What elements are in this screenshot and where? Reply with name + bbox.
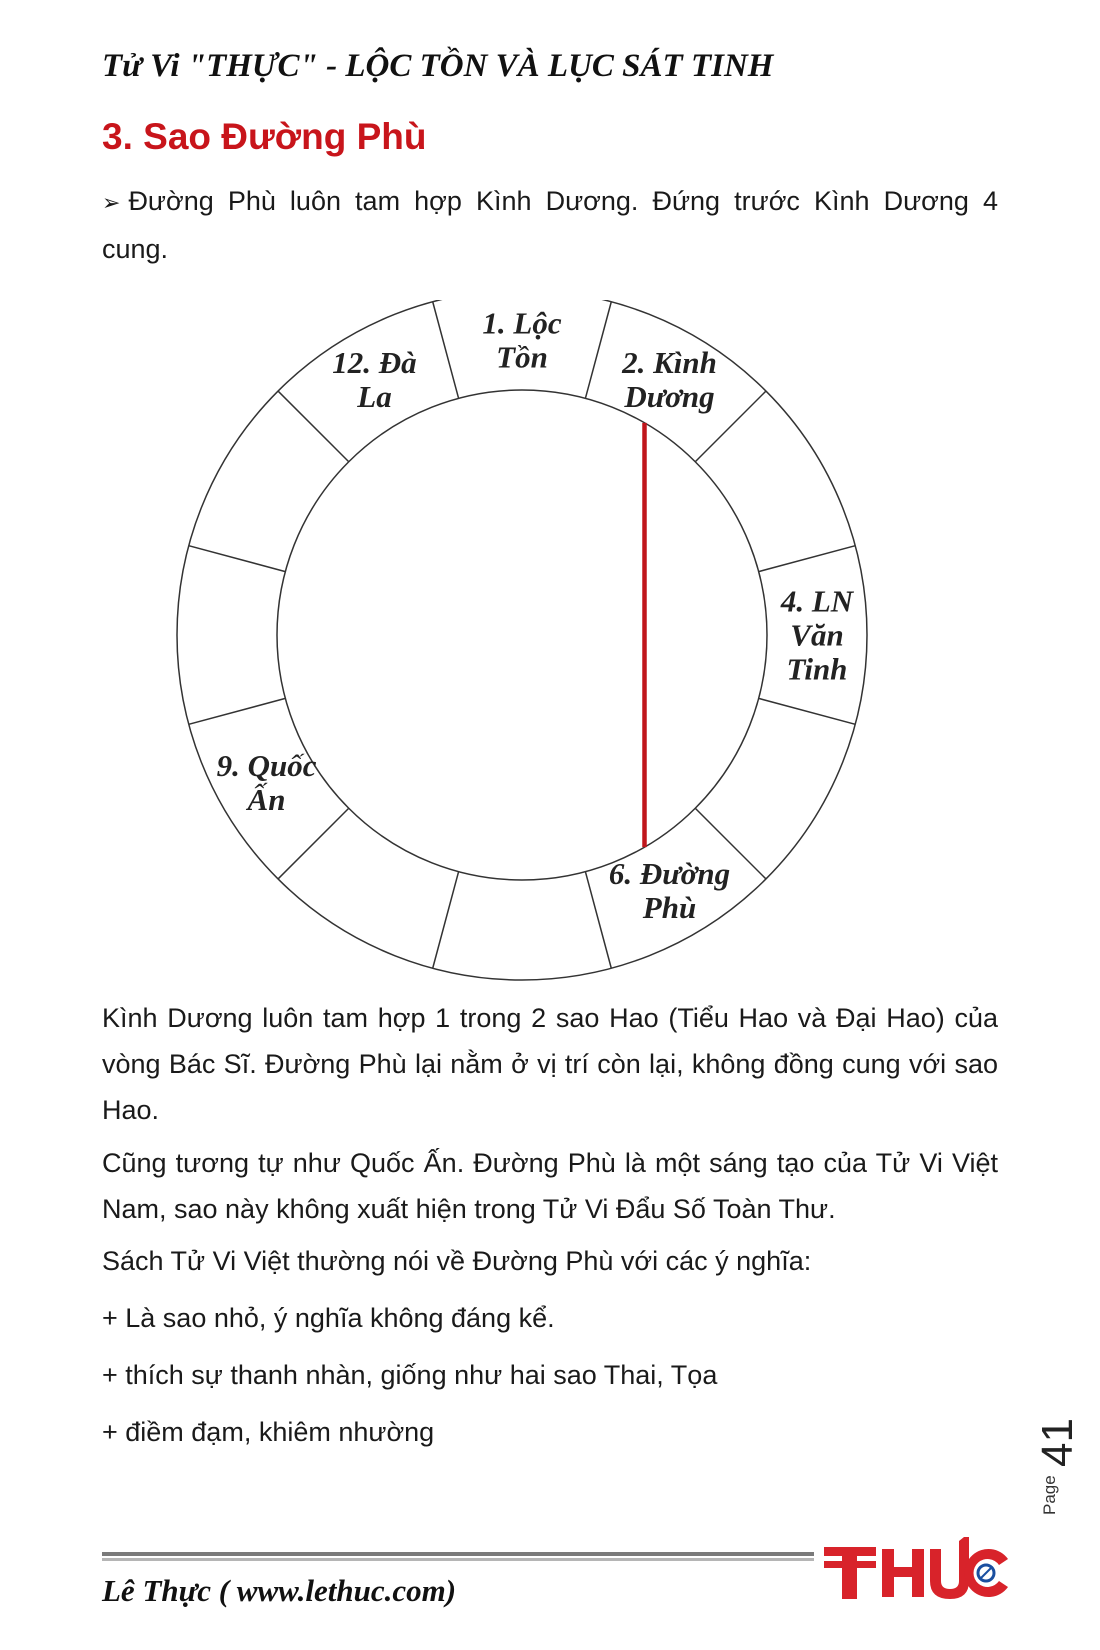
sector-label-12: 12. Đà: [332, 345, 417, 381]
sector-divider: [189, 546, 286, 572]
body-paragraph-2: Cũng tương tự như Quốc Ấn. Đường Phù là một sáng tạo của Tử Vi Việt Nam, sao này không xuất hiện trong Tử Vi Đẩu Số Toàn Thư.: [102, 1148, 998, 1224]
thuc-logo-icon: [822, 1537, 1012, 1603]
sector-divider: [433, 302, 459, 399]
body-list-item-3: + điềm đạm, khiêm nhường: [102, 1417, 435, 1447]
sector-label-1: 1. Lộc: [482, 305, 562, 341]
body-paragraph-3: Sách Tử Vi Việt thường nói về Đường Phù với các ý nghĩa:: [102, 1246, 812, 1276]
sector-label-2: 2. Kình: [622, 345, 717, 381]
sector-divider: [433, 872, 459, 969]
body-list-item-2: + thích sự thanh nhàn, giống như hai sao Thai, Tọa: [102, 1360, 718, 1390]
body-list-item-1: + Là sao nhỏ, ý nghĩa không đáng kể.: [102, 1303, 555, 1333]
sector-divider: [585, 872, 611, 969]
sector-label-6: Phù: [642, 889, 697, 925]
sector-label-9: 9. Quốc: [216, 748, 317, 783]
intro-paragraph: [102, 178, 998, 272]
sector-label-9: Ấn: [247, 782, 286, 817]
sector-divider: [759, 698, 856, 724]
section-title: 3. Sao Đường Phù: [102, 116, 427, 157]
sector-divider: [189, 698, 286, 724]
sector-label-1: Tồn: [496, 339, 548, 375]
page-word: Page: [1040, 1475, 1059, 1515]
inner-ring: [277, 390, 767, 880]
sector-label-6: 6. Đường: [608, 855, 731, 891]
header-title: Tử Vi "THỰC" - LỘC TỒN VÀ LỤC SÁT TINH: [102, 48, 774, 84]
outer-ring: [177, 300, 867, 980]
wheel-dividers: [189, 302, 855, 968]
body-paragraph-1: Kình Dương luôn tam hợp 1 trong 2 sao Hao (Tiểu Hao và Đại Hao) của vòng Bác Sĩ. Đường Phù lại nằm ở vị trí còn lại, không đồng cung với sao Hao.: [102, 1003, 998, 1125]
footer-rule: [102, 1552, 814, 1556]
star-position-wheel: [0, 300, 1100, 990]
sector-label-4: Văn: [790, 617, 844, 653]
intro-text: Đường Phù luôn tam hợp Kình Dương. Đứng trước Kình Dương 4 cung.: [102, 186, 998, 264]
page-number: 41: [1033, 1418, 1082, 1467]
sector-divider: [278, 808, 349, 879]
sector-label-12: La: [357, 379, 392, 415]
wheel-rings: [177, 300, 867, 980]
footer-rule-shadow: [102, 1558, 814, 1561]
sector-divider: [585, 302, 611, 399]
sector-divider: [278, 391, 349, 462]
sector-label-4: 4. LN: [780, 583, 854, 619]
footer-author: Lê Thực ( www.lethuc.com): [102, 1573, 457, 1608]
sector-label-2: Dương: [624, 379, 715, 415]
sector-label-4: Tinh: [786, 651, 848, 687]
sector-divider: [759, 546, 856, 572]
bullet-arrow-icon: ➢: [102, 190, 121, 215]
